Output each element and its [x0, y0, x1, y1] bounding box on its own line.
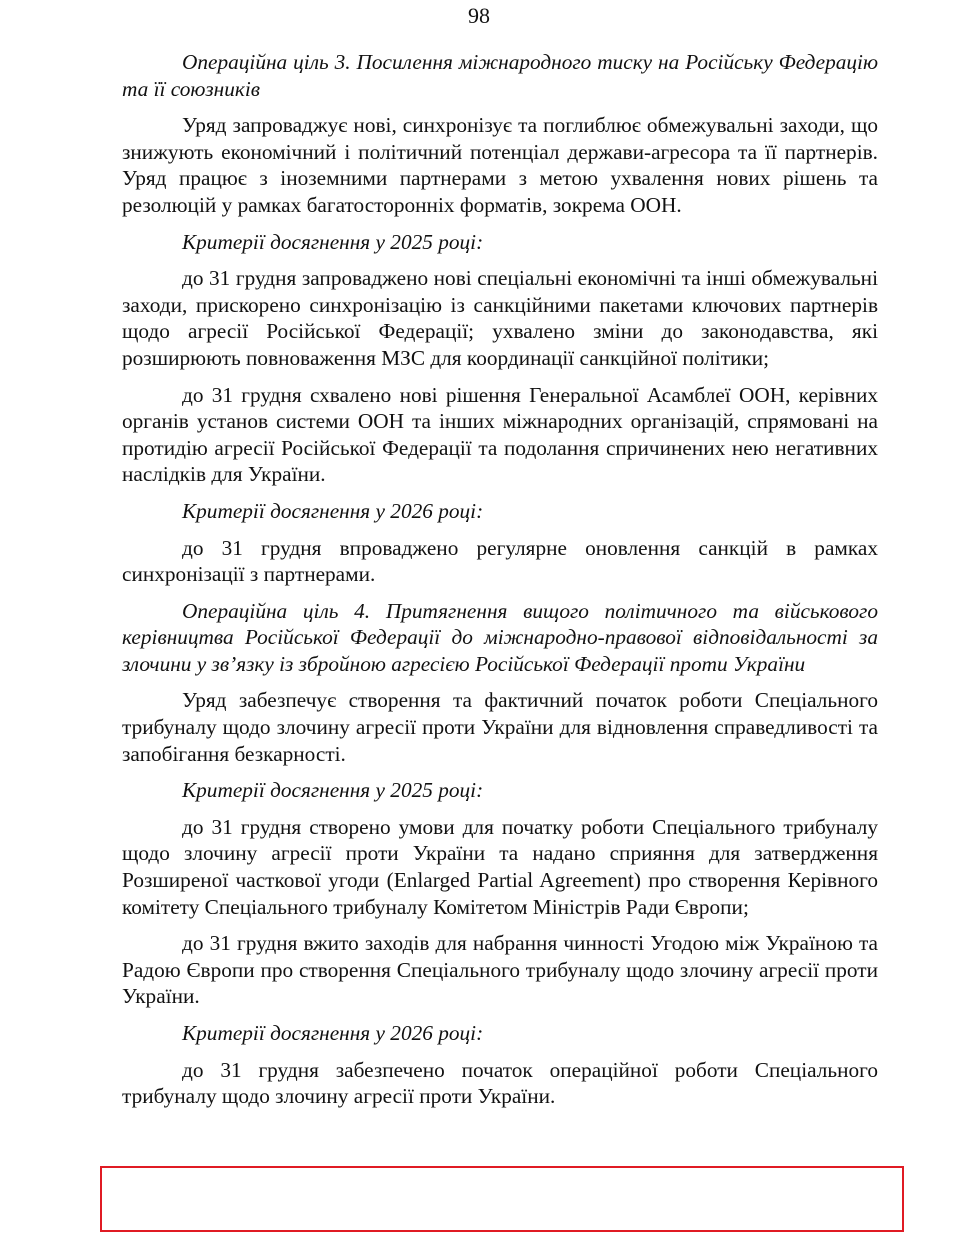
criteria-2025-heading: Критерії досягнення у 2025 році:	[182, 778, 484, 803]
criteria-2026-heading: Критерії досягнення у 2026 році:	[182, 1021, 484, 1045]
document-body	[122, 49, 878, 1120]
goal-3-description: Уряд запроваджує нові, синхронізує та поглиблює обмежувальні заходи, що знижують економічний і політичний потенціал держави-агресора та її партнерів. Уряд працює з іноземними партнерами з метою ухвалення нових рішень та резолюцій у рамках багатосторонніх форматів, зокрема ООН.	[122, 113, 878, 217]
criteria-2025-heading: Критерії досягнення у 2025 році:	[182, 229, 484, 254]
criterion-paragraph: до 31 грудня запроваджено нові спеціальні економічні та інші обмежувальні заходи, прискорено синхронізацію із санкційними пакетами ключових партнерів щодо агресії Російської Федерації; ухвалено зміни до законодавства, які розширюють повноваження МЗС для координації санкційної політики;	[122, 266, 878, 370]
criterion-paragraph: до 31 грудня схвалено нові рішення Генеральної Асамблеї ООН, керівних органів установ системи ООН та інших міжнародних організацій, спрямовані на протидію агресії Російської Федерації та подолання спричинених нею негативних наслідків для України.	[122, 382, 878, 487]
criteria-2026-heading: Критерії досягнення у 2026 році:	[182, 498, 484, 523]
operational-goal-4-heading: Операційна ціль 4. Притягнення вищого політичного та військового керівництва Російської Федерації до міжнародно-правової відповідальності за злочини у зв’язку із збройною агресією Російської Федерації проти України	[122, 598, 878, 676]
criterion-paragraph: до 31 грудня вжито заходів для набрання чинності Угодою між Україною та Радою Європи про створення Спеціального трибуналу щодо злочину агресії проти України.	[122, 931, 878, 1009]
criterion-paragraph: до 31 грудня створено умови для початку роботи Спеціального трибуналу щодо злочину агресії проти України та надано сприяння для затвердження Розширеної часткової угоди (Enlarged Partial Agreement) про створення Керівного комітету Спеціального трибуналу Комітетом Міністрів Ради Європи;	[122, 814, 878, 919]
goal-4-description: Уряд забезпечує створення та фактичний початок роботи Спеціального трибуналу щодо злочину агресії проти України для відновлення справедливості та запобігання безкарності.	[122, 688, 878, 766]
highlighted-criterion-paragraph: до 31 грудня забезпечено початок операційної роботи Спеціального трибуналу щодо злочину агресії проти України.	[122, 1057, 878, 1109]
criterion-paragraph: до 31 грудня впроваджено регулярне оновлення санкцій в рамках синхронізації з партнерами.	[122, 535, 878, 587]
page-number: 98	[468, 3, 490, 28]
operational-goal-3-heading: Операційна ціль 3. Посилення міжнародного тиску на Російську Федерацію та її союзників	[122, 50, 878, 101]
highlight-box	[100, 1166, 904, 1232]
